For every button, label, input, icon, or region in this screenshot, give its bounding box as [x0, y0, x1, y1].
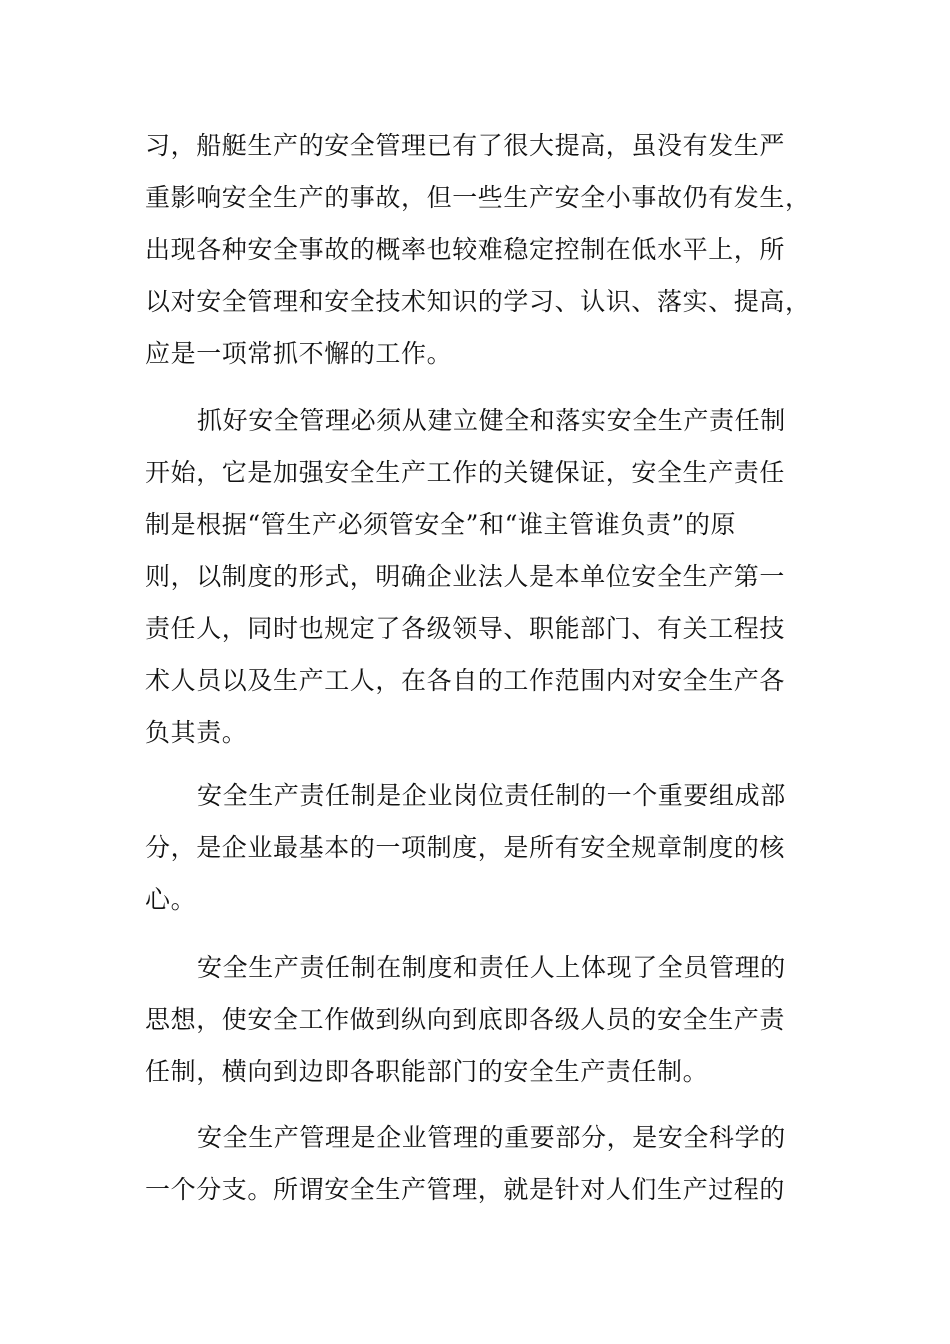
paragraph-line: 出现各种安全事故的概率也较难稳定控制在低水平上，所 — [145, 235, 786, 264]
paragraph-line: 术人员以及生产工人，在各自的工作范围内对安全生产各 — [145, 666, 786, 695]
paragraph-line: 思想，使安全工作做到纵向到底即各级人员的安全生产责 — [145, 1005, 786, 1034]
paragraph-line: 应是一项常抓不懈的工作。 — [145, 339, 453, 368]
paragraph-line: 以对安全管理和安全技术知识的学习、认识、落实、提高， — [145, 287, 811, 316]
paragraph-line: 抓好安全管理必须从建立健全和落实安全生产责任制 — [197, 406, 786, 435]
paragraph-line: 开始，它是加强安全生产工作的关键保证，安全生产责任 — [145, 458, 786, 487]
paragraph-line: 任制，横向到边即各职能部门的安全生产责任制。 — [145, 1057, 709, 1086]
paragraph-line: 重影响安全生产的事故，但一些生产安全小事故仍有发生， — [145, 183, 811, 212]
paragraph-line: 则，以制度的形式，明确企业法人是本单位安全生产第一 — [145, 562, 786, 591]
paragraph-line: 安全生产管理是企业管理的重要部分，是安全科学的 — [197, 1123, 786, 1152]
paragraph-line: 心。 — [145, 885, 197, 914]
paragraph-3 — [145, 770, 815, 926]
paragraph-line: 习，船艇生产的安全管理已有了很大提高，虽没有发生严 — [145, 131, 786, 160]
paragraph-line: 制是根据“管生产必须管安全”和“谁主管谁负责”的原 — [145, 510, 737, 539]
paragraph-line: 安全生产责任制在制度和责任人上体现了全员管理的 — [197, 953, 786, 982]
paragraph-1 — [145, 120, 815, 380]
paragraph-line: 责任人，同时也规定了各级领导、职能部门、有关工程技 — [145, 614, 786, 643]
paragraph-4 — [145, 942, 815, 1098]
paragraph-line: 一个分支。所谓安全生产管理，就是针对人们生产过程的 — [145, 1175, 786, 1204]
paragraph-line: 负其责。 — [145, 718, 248, 747]
paragraph-5 — [145, 1112, 815, 1216]
paragraph-line: 分，是企业最基本的一项制度，是所有安全规章制度的核 — [145, 833, 786, 862]
paragraph-2 — [145, 395, 815, 759]
paragraph-line: 安全生产责任制是企业岗位责任制的一个重要组成部 — [197, 781, 786, 810]
